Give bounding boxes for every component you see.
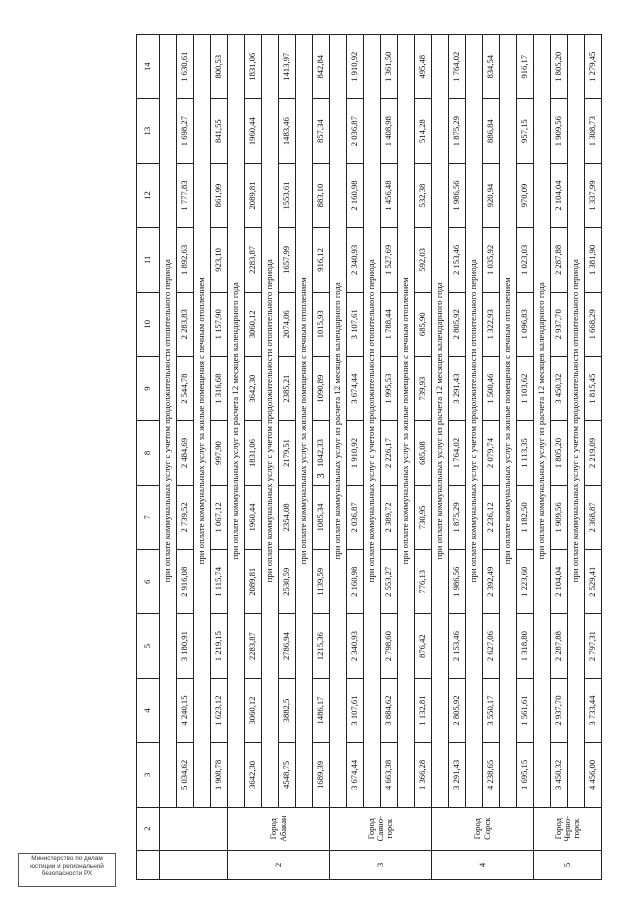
value-cell: 1 910,92 xyxy=(347,421,364,485)
value-row xyxy=(483,35,500,880)
value-cell: 1 815,45 xyxy=(585,356,602,420)
value-cell: 3060,12 xyxy=(245,678,262,742)
value-cell: 1553,61 xyxy=(279,163,296,227)
value-cell: 1 630,61 xyxy=(177,35,194,99)
value-cell: 842,84 xyxy=(313,35,330,99)
value-cell: 1 500,46 xyxy=(483,356,500,420)
value-row xyxy=(313,35,330,880)
value-cell: 1831,06 xyxy=(245,35,262,99)
value-cell: 1 623,12 xyxy=(211,678,228,742)
value-cell: 3 550,17 xyxy=(483,678,500,742)
value-cell: 2089,81 xyxy=(245,550,262,614)
value-cell: 495,48 xyxy=(415,35,432,99)
value-cell: 2 627,06 xyxy=(483,614,500,678)
value-cell: 923,10 xyxy=(211,228,228,292)
section-row xyxy=(160,35,177,880)
value-cell: 1 316,68 xyxy=(211,356,228,420)
value-cell: 4 456,00 xyxy=(585,743,602,807)
value-cell: 2354,08 xyxy=(279,485,296,549)
value-cell: 592,03 xyxy=(415,228,432,292)
city-name: Город Абакан xyxy=(228,807,330,850)
section-row xyxy=(568,35,585,880)
value-cell: 1 908,78 xyxy=(211,743,228,807)
utility-cost-table xyxy=(136,34,602,880)
value-cell: 3642,30 xyxy=(245,743,262,807)
section-label: при оплате коммунальных услуг из расчета 12 месяцев календарного года xyxy=(534,35,551,808)
value-cell: 2 236,12 xyxy=(483,485,500,549)
value-cell: 2 104,04 xyxy=(551,163,568,227)
value-cell: 739,93 xyxy=(415,356,432,420)
row-number: 2 xyxy=(228,850,330,879)
value-cell: 2 160,98 xyxy=(347,550,364,614)
section-label: при оплате коммунальных услуг за жилые помещения с печным отоплением xyxy=(398,35,415,808)
value-cell: 997,90 xyxy=(211,421,228,485)
row-number: 3 xyxy=(330,850,432,879)
value-cell: 1015,93 xyxy=(313,292,330,356)
header-cell: 12 xyxy=(137,163,160,227)
value-cell: 876,42 xyxy=(415,614,432,678)
header-cell: 9 xyxy=(137,356,160,420)
row-number: 4 xyxy=(432,850,534,879)
header-cell: 5 xyxy=(137,614,160,678)
section-row xyxy=(296,35,313,880)
value-cell: 3060,12 xyxy=(245,292,262,356)
section-row xyxy=(398,35,415,880)
section-label: при оплате коммунальных услуг с учетом продолжительности отопительного периода xyxy=(568,35,585,808)
value-cell: 3 733,44 xyxy=(585,678,602,742)
value-cell: 2 153,46 xyxy=(449,228,466,292)
value-cell: 3882,5 xyxy=(279,678,296,742)
section-row xyxy=(194,35,211,880)
value-cell: 1139,59 xyxy=(313,550,330,614)
value-cell: 2 797,31 xyxy=(585,614,602,678)
header-cell: 7 xyxy=(137,485,160,549)
value-cell: 4 663,38 xyxy=(381,743,398,807)
value-cell: 1 103,62 xyxy=(517,356,534,420)
value-cell: 2 392,49 xyxy=(483,550,500,614)
value-cell: 2 219,09 xyxy=(585,421,602,485)
value-cell: 1 986,56 xyxy=(449,550,466,614)
section-label: при оплате коммунальных услуг с учетом продолжительности отопительного периода xyxy=(262,35,279,808)
value-cell: 1 132,81 xyxy=(415,678,432,742)
value-cell: 3642,30 xyxy=(245,356,262,420)
value-cell: 3 291,43 xyxy=(449,356,466,420)
value-cell: 1960,44 xyxy=(245,485,262,549)
value-cell: 2074,06 xyxy=(279,292,296,356)
section-row xyxy=(500,35,517,880)
value-cell: 2 544,78 xyxy=(177,356,194,420)
value-cell: 1 096,83 xyxy=(517,292,534,356)
section-row xyxy=(466,35,483,880)
value-cell: 1 668,29 xyxy=(585,292,602,356)
value-cell: 1 337,99 xyxy=(585,163,602,227)
header-cell: 14 xyxy=(137,35,160,99)
header-cell: 6 xyxy=(137,550,160,614)
value-cell: 1 408,98 xyxy=(381,99,398,163)
value-cell: 2 916,08 xyxy=(177,550,194,614)
value-cell: 1 366,28 xyxy=(415,743,432,807)
value-row xyxy=(211,35,228,880)
section-label: при оплате коммунальных услуг за жилые помещения с печным отоплением xyxy=(296,35,313,808)
value-cell: 1 456,48 xyxy=(381,163,398,227)
value-cell: 2 287,88 xyxy=(551,614,568,678)
value-cell: 1 182,50 xyxy=(517,485,534,549)
section-label: при оплате коммунальных услуг с учетом продолжительности отопительного периода xyxy=(364,35,381,808)
value-cell: 2179,51 xyxy=(279,421,296,485)
value-row xyxy=(449,35,466,880)
value-cell: 2 283,83 xyxy=(177,292,194,356)
city-name: Город Черно-горск xyxy=(534,807,602,850)
value-cell: 1042,33 xyxy=(313,421,330,485)
city-name: Город Сорск xyxy=(432,807,534,850)
value-cell: 2786,94 xyxy=(279,614,296,678)
value-cell: 1085,34 xyxy=(313,485,330,549)
value-cell: 5 034,62 xyxy=(177,743,194,807)
section-row xyxy=(262,35,279,880)
value-cell: 1 875,29 xyxy=(449,99,466,163)
value-cell: 1 764,02 xyxy=(449,421,466,485)
section-row xyxy=(432,35,449,880)
value-cell: 1 023,03 xyxy=(517,228,534,292)
value-cell: 532,38 xyxy=(415,163,432,227)
value-cell: 2 287,88 xyxy=(551,228,568,292)
value-cell: 1 875,29 xyxy=(449,485,466,549)
value-cell: 1 381,90 xyxy=(585,228,602,292)
value-row xyxy=(517,35,534,880)
value-row xyxy=(347,35,364,880)
value-cell: 1831,06 xyxy=(245,421,262,485)
value-cell: 2 553,27 xyxy=(381,550,398,614)
value-cell: 2 153,46 xyxy=(449,614,466,678)
section-label: при оплате коммунальных услуг за жилые помещения с печным отоплением xyxy=(500,35,517,808)
value-cell: 685,90 xyxy=(415,292,432,356)
row-number xyxy=(160,850,228,879)
value-cell: 1 322,93 xyxy=(483,292,500,356)
value-cell: 2 937,70 xyxy=(551,678,568,742)
header-cell: 3 xyxy=(137,743,160,807)
value-cell: 1090,89 xyxy=(313,356,330,420)
value-row xyxy=(279,35,296,880)
value-cell: 2 739,52 xyxy=(177,485,194,549)
value-cell: 1 067,12 xyxy=(211,485,228,549)
value-cell: 2 160,98 xyxy=(347,163,364,227)
value-cell: 970,09 xyxy=(517,163,534,227)
value-cell: 1 223,60 xyxy=(517,550,534,614)
value-cell: 1 805,20 xyxy=(551,35,568,99)
value-cell: 4548,75 xyxy=(279,743,296,807)
section-label: при оплате коммунальных услуг с учетом продолжительности отопительного периода xyxy=(160,35,177,808)
value-cell: 1 909,56 xyxy=(551,99,568,163)
section-row xyxy=(228,35,245,880)
value-cell: 1689,39 xyxy=(313,743,330,807)
value-cell: 920,94 xyxy=(483,163,500,227)
value-cell: 800,53 xyxy=(211,35,228,99)
value-cell: 4 238,65 xyxy=(483,743,500,807)
value-cell: 1413,97 xyxy=(279,35,296,99)
value-cell: 1 318,80 xyxy=(517,614,534,678)
value-cell: 1 308,73 xyxy=(585,99,602,163)
value-cell: 1 995,53 xyxy=(381,356,398,420)
value-cell: 2 805,92 xyxy=(449,678,466,742)
value-cell: 2 340,93 xyxy=(347,228,364,292)
value-row xyxy=(551,35,568,880)
value-cell: 1215,36 xyxy=(313,614,330,678)
header-cell: 8 xyxy=(137,421,160,485)
section-label: при оплате коммунальных услуг за жилые помещения с печным отоплением xyxy=(194,35,211,808)
page-number: 3 xyxy=(314,473,327,479)
value-cell: 3 450,32 xyxy=(551,743,568,807)
value-cell: 1 986,56 xyxy=(449,163,466,227)
value-cell: 2 226,17 xyxy=(381,421,398,485)
value-cell: 916,12 xyxy=(313,228,330,292)
rotated-table-container xyxy=(136,34,640,880)
section-row xyxy=(534,35,551,880)
value-cell: 883,10 xyxy=(313,163,330,227)
value-row xyxy=(381,35,398,880)
value-cell: 2530,59 xyxy=(279,550,296,614)
value-cell: 857,34 xyxy=(313,99,330,163)
header-cell: 11 xyxy=(137,228,160,292)
value-cell: 1 777,83 xyxy=(177,163,194,227)
value-cell: 834,54 xyxy=(483,35,500,99)
header-cell xyxy=(137,850,160,879)
value-cell: 1 561,61 xyxy=(517,678,534,742)
value-cell: 1 115,74 xyxy=(211,550,228,614)
value-cell: 3 107,61 xyxy=(347,678,364,742)
header-row xyxy=(137,35,160,880)
value-cell: 841,55 xyxy=(211,99,228,163)
section-row xyxy=(364,35,381,880)
value-cell: 1 157,90 xyxy=(211,292,228,356)
value-cell: 2385,21 xyxy=(279,356,296,420)
value-row xyxy=(177,35,194,880)
value-cell: 1960,44 xyxy=(245,99,262,163)
value-cell: 2089,81 xyxy=(245,163,262,227)
value-cell: 3 450,32 xyxy=(551,356,568,420)
value-cell: 1 805,20 xyxy=(551,421,568,485)
value-cell: 730,95 xyxy=(415,485,432,549)
value-cell: 957,15 xyxy=(517,99,534,163)
value-row xyxy=(415,35,432,880)
value-cell: 3 884,62 xyxy=(381,678,398,742)
value-cell: 2 484,69 xyxy=(177,421,194,485)
value-cell: 1483,46 xyxy=(279,99,296,163)
value-cell: 2 079,74 xyxy=(483,421,500,485)
value-cell: 2 036,87 xyxy=(347,99,364,163)
value-cell: 1 527,69 xyxy=(381,228,398,292)
header-cell: 2 xyxy=(137,807,160,850)
section-row xyxy=(330,35,347,880)
section-label: при оплате коммунальных услуг из расчета 12 месяцев календарного года xyxy=(432,35,449,808)
value-cell: 861,99 xyxy=(211,163,228,227)
header-cell: 13 xyxy=(137,99,160,163)
value-cell: 2283,87 xyxy=(245,228,262,292)
section-label: при оплате коммунальных услуг с учетом продолжительности отопительного периода xyxy=(466,35,483,808)
header-cell: 10 xyxy=(137,292,160,356)
value-row xyxy=(245,35,262,880)
value-cell: 4 240,15 xyxy=(177,678,194,742)
value-cell: 1 892,63 xyxy=(177,228,194,292)
value-cell: 2 368,87 xyxy=(585,485,602,549)
registry-stamp: Министерство по делам юстиции и региональной безопасности РХ xyxy=(18,853,116,887)
value-cell: 1 788,44 xyxy=(381,292,398,356)
header-cell: 4 xyxy=(137,678,160,742)
value-cell: 1 764,02 xyxy=(449,35,466,99)
section-label: при оплате коммунальных услуг из расчета 12 месяцев календарного года xyxy=(330,35,347,808)
value-cell: 2 104,04 xyxy=(551,550,568,614)
value-row xyxy=(585,35,602,880)
value-cell: 514,28 xyxy=(415,99,432,163)
value-cell: 2 805,92 xyxy=(449,292,466,356)
value-cell: 1 279,45 xyxy=(585,35,602,99)
value-cell: 886,84 xyxy=(483,99,500,163)
section-label: при оплате коммунальных услуг из расчета 12 месяцев календарного года xyxy=(228,35,245,808)
value-cell: 2 389,72 xyxy=(381,485,398,549)
value-cell: 1 695,15 xyxy=(517,743,534,807)
value-cell: 1 698,27 xyxy=(177,99,194,163)
value-cell: 1 219,15 xyxy=(211,614,228,678)
value-cell: 3 674,44 xyxy=(347,743,364,807)
value-cell: 1 361,50 xyxy=(381,35,398,99)
value-cell: 2 340,93 xyxy=(347,614,364,678)
value-cell: 1 909,56 xyxy=(551,485,568,549)
value-cell: 2 798,60 xyxy=(381,614,398,678)
value-cell: 2 529,41 xyxy=(585,550,602,614)
value-cell: 1 113,35 xyxy=(517,421,534,485)
row-number: 5 xyxy=(534,850,602,879)
value-cell: 2 036,87 xyxy=(347,485,364,549)
value-cell: 3 107,61 xyxy=(347,292,364,356)
value-cell: 1486,17 xyxy=(313,678,330,742)
value-cell: 2 937,70 xyxy=(551,292,568,356)
value-cell: 685,08 xyxy=(415,421,432,485)
value-cell: 2283,87 xyxy=(245,614,262,678)
value-cell: 916,17 xyxy=(517,35,534,99)
value-cell: 776,13 xyxy=(415,550,432,614)
value-cell: 3 674,44 xyxy=(347,356,364,420)
value-cell: 3 180,91 xyxy=(177,614,194,678)
city-name xyxy=(160,807,228,850)
value-cell: 1 910,92 xyxy=(347,35,364,99)
city-name: Город Саяно-горск xyxy=(330,807,432,850)
value-cell: 1657,99 xyxy=(279,228,296,292)
value-cell: 3 291,43 xyxy=(449,743,466,807)
value-cell: 1 035,92 xyxy=(483,228,500,292)
